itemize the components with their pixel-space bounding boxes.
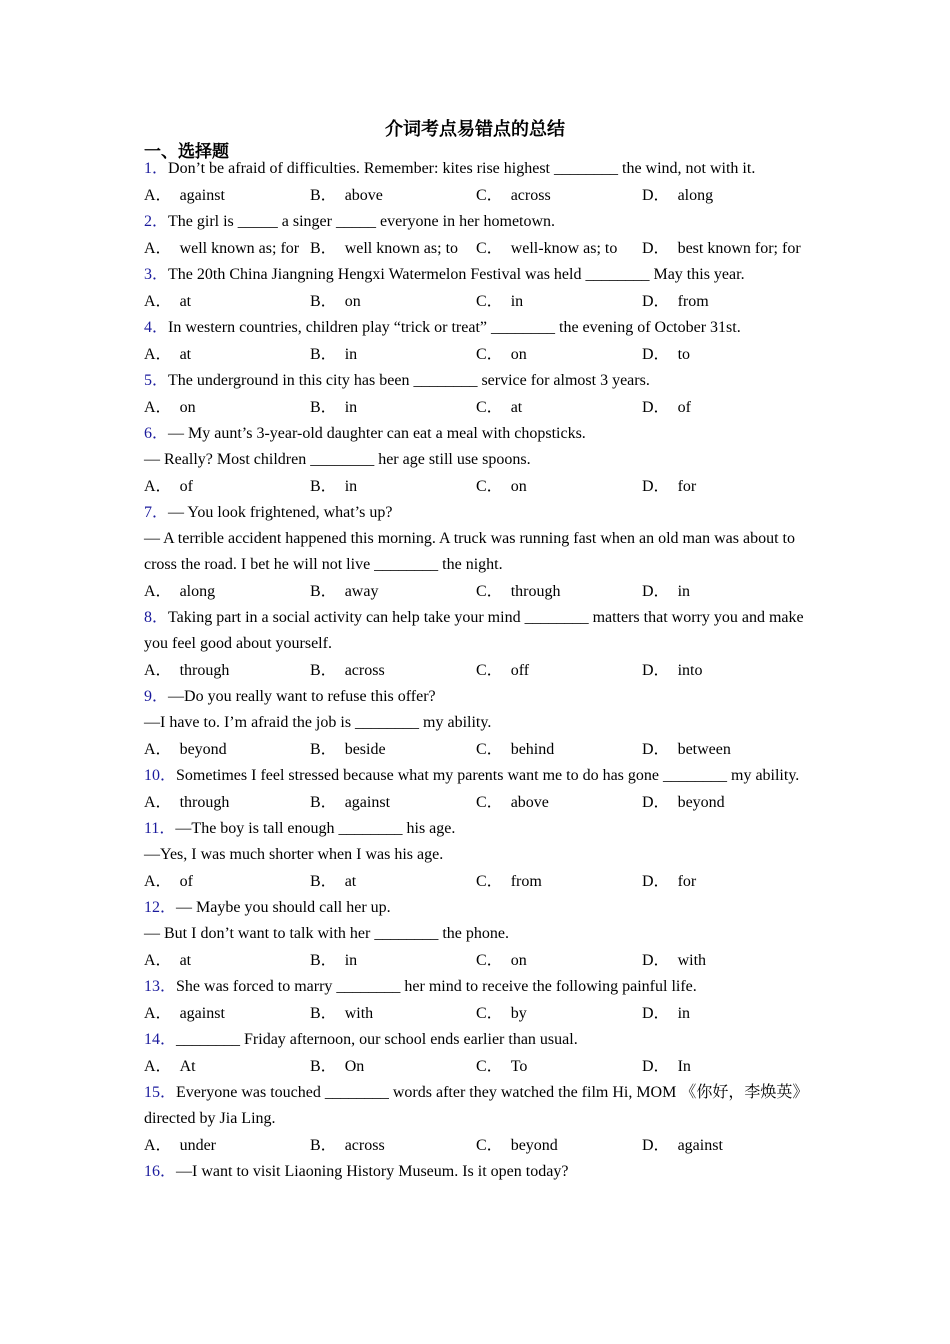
option-text: well known as; to (344, 240, 459, 257)
option-text: from (677, 293, 709, 310)
question-text: — Maybe you should call her up. (176, 899, 391, 916)
option-label: A． (144, 1005, 172, 1022)
option-text: to (677, 346, 691, 363)
option-label: A． (144, 873, 172, 890)
answer-option-d (642, 578, 808, 605)
answer-option-a (144, 1132, 310, 1159)
question-item (144, 500, 814, 605)
option-text: into (677, 662, 703, 679)
answer-option-b (310, 868, 476, 895)
option-label: C． (476, 1137, 503, 1154)
option-label: A． (144, 1137, 172, 1154)
answer-option-c (476, 394, 642, 421)
option-text: To (510, 1058, 528, 1075)
option-label: B． (310, 662, 337, 679)
answer-option-a (144, 473, 310, 500)
answer-options (144, 578, 814, 605)
answer-option-a (144, 182, 310, 209)
question-item (144, 763, 814, 816)
question-stem (144, 816, 814, 842)
option-label: A． (144, 1058, 172, 1075)
question-stem (144, 315, 814, 341)
answer-option-a (144, 789, 310, 816)
option-label: D． (642, 240, 670, 257)
answer-option-a (144, 657, 310, 684)
question-number: 12． (144, 899, 177, 916)
question-item (144, 816, 814, 895)
answer-option-b (310, 288, 476, 315)
answer-option-c (476, 182, 642, 209)
question-stem (144, 368, 814, 394)
question-number: 11． (144, 820, 176, 837)
question-item (144, 1027, 814, 1080)
option-text: in (344, 478, 358, 495)
question-item (144, 1080, 814, 1159)
answer-option-c (476, 1132, 642, 1159)
answer-options (144, 182, 814, 209)
answer-options (144, 736, 814, 763)
answer-option-b (310, 394, 476, 421)
question-text: — My aunt’s 3-year-old daughter can eat a meal with chopsticks. (168, 425, 586, 442)
answer-option-b (310, 736, 476, 763)
option-text: at (510, 399, 523, 416)
option-text: under (179, 1137, 216, 1154)
answer-options (144, 657, 814, 684)
answer-option-a (144, 868, 310, 895)
option-text: well known as; for (179, 240, 300, 257)
option-label: A． (144, 187, 172, 204)
option-label: B． (310, 478, 337, 495)
answer-option-a (144, 288, 310, 315)
question-number: 1． (144, 160, 169, 177)
option-label: C． (476, 873, 503, 890)
option-text: through (179, 662, 230, 679)
option-label: A． (144, 293, 172, 310)
question-list (144, 156, 814, 1185)
answer-option-c (476, 235, 642, 262)
question-item (144, 368, 814, 421)
option-label: C． (476, 293, 503, 310)
option-text: in (677, 583, 691, 600)
option-text: above (510, 794, 549, 811)
option-label: B． (310, 1137, 337, 1154)
option-label: C． (476, 741, 503, 758)
question-number: 6． (144, 425, 169, 442)
answer-option-d (642, 473, 808, 500)
question-number: 14． (144, 1031, 177, 1048)
question-number: 8． (144, 609, 169, 626)
question-text: In western countries, children play “trick or treat” ________ the evening of October 31st. (168, 319, 741, 336)
question-item (144, 262, 814, 315)
option-label: D． (642, 662, 670, 679)
option-text: by (510, 1005, 527, 1022)
question-number: 5． (144, 372, 169, 389)
answer-options (144, 1053, 814, 1080)
option-text: in (677, 1005, 691, 1022)
option-text: across (344, 1137, 385, 1154)
answer-option-d (642, 288, 808, 315)
answer-option-b (310, 578, 476, 605)
answer-option-d (642, 1000, 808, 1027)
option-text: of (677, 399, 691, 416)
question-stem (144, 684, 814, 710)
answer-option-d (642, 341, 808, 368)
question-dialogue-line (144, 842, 814, 868)
option-text: at (179, 293, 192, 310)
option-text: well-know as; to (510, 240, 618, 257)
question-item (144, 209, 814, 262)
option-text: behind (510, 741, 555, 758)
question-stem (144, 895, 814, 921)
answer-option-b (310, 1053, 476, 1080)
answer-options (144, 341, 814, 368)
option-label: D． (642, 1005, 670, 1022)
question-dialogue-line (144, 447, 814, 473)
answer-option-a (144, 947, 310, 974)
option-label: C． (476, 662, 503, 679)
question-text: Sometimes I feel stressed because what my parents want me to do has gone ________ my ability. (176, 767, 800, 784)
question-text: — Really? Most children ________ her age still use spoons. (144, 451, 531, 468)
option-label: B． (310, 873, 337, 890)
answer-option-a (144, 578, 310, 605)
option-text: across (510, 187, 551, 204)
answer-option-b (310, 182, 476, 209)
answer-option-d (642, 947, 808, 974)
question-stem (144, 1159, 814, 1185)
option-label: D． (642, 952, 670, 969)
answer-option-c (476, 1053, 642, 1080)
question-stem (144, 974, 814, 1000)
option-label: C． (476, 952, 503, 969)
option-text: On (344, 1058, 365, 1075)
option-label: B． (310, 346, 337, 363)
option-text: for (677, 478, 697, 495)
answer-options (144, 1000, 814, 1027)
question-number: 2． (144, 213, 169, 230)
option-label: B． (310, 240, 337, 257)
option-text: on (510, 952, 527, 969)
option-label: C． (476, 346, 503, 363)
question-dialogue-line (144, 921, 814, 947)
option-label: D． (642, 873, 670, 890)
option-text: in (344, 952, 358, 969)
question-number: 16． (144, 1163, 177, 1180)
question-text: — A terrible accident happened this morning. A truck was running fast when an old man was about to cross the road. I bet he will not live ________ the night. (144, 530, 795, 573)
answer-option-c (476, 947, 642, 974)
option-text: on (510, 346, 527, 363)
question-text: —The boy is tall enough ________ his age. (175, 820, 456, 837)
question-item (144, 315, 814, 368)
question-text: —I have to. I’m afraid the job is ________ my ability. (144, 714, 492, 731)
answer-options (144, 789, 814, 816)
option-label: C． (476, 187, 503, 204)
option-label: C． (476, 583, 503, 600)
option-label: D． (642, 583, 670, 600)
option-label: D． (642, 293, 670, 310)
option-label: B． (310, 293, 337, 310)
answer-option-c (476, 657, 642, 684)
answer-option-d (642, 1053, 808, 1080)
page-title: 介词考点易错点的总结 (385, 119, 565, 140)
question-stem (144, 1080, 814, 1132)
answer-option-c (476, 736, 642, 763)
option-label: B． (310, 741, 337, 758)
option-label: D． (642, 187, 670, 204)
answer-options (144, 235, 814, 262)
answer-option-a (144, 235, 310, 262)
option-label: C． (476, 1058, 503, 1075)
option-label: B． (310, 1005, 337, 1022)
question-text: —Yes, I was much shorter when I was his age. (144, 846, 444, 863)
question-text: The underground in this city has been ________ service for almost 3 years. (168, 372, 650, 389)
answer-option-a (144, 1053, 310, 1080)
question-item (144, 974, 814, 1027)
option-label: A． (144, 583, 172, 600)
question-number: 4． (144, 319, 169, 336)
answer-option-a (144, 736, 310, 763)
question-stem (144, 209, 814, 235)
option-text: of (179, 873, 193, 890)
option-text: in (510, 293, 524, 310)
answer-option-b (310, 341, 476, 368)
answer-option-d (642, 789, 808, 816)
option-text: beyond (510, 1137, 558, 1154)
option-text: beside (344, 741, 386, 758)
option-text: with (344, 1005, 374, 1022)
answer-options (144, 394, 814, 421)
option-label: C． (476, 478, 503, 495)
question-text: — But I don’t want to talk with her ________ the phone. (144, 925, 509, 942)
question-item (144, 895, 814, 974)
option-text: In (677, 1058, 691, 1075)
question-dialogue-line (144, 526, 814, 578)
question-number: 3． (144, 266, 169, 283)
option-text: At (179, 1058, 196, 1075)
section-heading: 一、选择题 (144, 142, 229, 162)
option-text: at (344, 873, 357, 890)
option-label: D． (642, 399, 670, 416)
option-text: across (344, 662, 385, 679)
option-label: B． (310, 399, 337, 416)
option-text: at (179, 346, 192, 363)
question-stem (144, 500, 814, 526)
answer-option-d (642, 394, 808, 421)
answer-options (144, 473, 814, 500)
question-text: ________ Friday afternoon, our school ends earlier than usual. (176, 1031, 578, 1048)
answer-option-b (310, 473, 476, 500)
option-label: A． (144, 478, 172, 495)
answer-option-b (310, 947, 476, 974)
option-text: best known for; for (677, 240, 801, 257)
answer-option-c (476, 868, 642, 895)
option-text: beyond (179, 741, 227, 758)
option-text: on (344, 293, 361, 310)
option-label: A． (144, 662, 172, 679)
option-text: for (677, 873, 697, 890)
question-text: — You look frightened, what’s up? (168, 504, 393, 521)
question-text: The 20th China Jiangning Hengxi Watermelon Festival was held ________ May this year. (168, 266, 745, 283)
option-label: A． (144, 399, 172, 416)
option-text: against (179, 187, 225, 204)
option-label: A． (144, 346, 172, 363)
question-item (144, 605, 814, 684)
option-text: against (344, 794, 391, 811)
question-item (144, 421, 814, 500)
question-number: 7． (144, 504, 169, 521)
option-label: D． (642, 478, 670, 495)
option-label: B． (310, 952, 337, 969)
answer-option-d (642, 736, 808, 763)
option-text: on (179, 399, 196, 416)
answer-option-a (144, 1000, 310, 1027)
answer-option-d (642, 182, 808, 209)
answer-options (144, 1132, 814, 1159)
question-stem (144, 156, 814, 182)
question-number: 10． (144, 767, 177, 784)
option-text: in (344, 399, 358, 416)
option-text: through (510, 583, 561, 600)
answer-option-b (310, 235, 476, 262)
option-text: from (510, 873, 542, 890)
answer-option-b (310, 1000, 476, 1027)
option-label: C． (476, 794, 503, 811)
answer-option-b (310, 657, 476, 684)
option-label: A． (144, 952, 172, 969)
answer-option-b (310, 1132, 476, 1159)
option-label: A． (144, 794, 172, 811)
option-text: at (179, 952, 192, 969)
option-label: B． (310, 187, 337, 204)
question-stem (144, 262, 814, 288)
question-text: Taking part in a social activity can help take your mind ________ matters that worry you and make you feel good about yourself. (144, 609, 804, 652)
answer-options (144, 868, 814, 895)
question-stem (144, 1027, 814, 1053)
answer-option-d (642, 235, 808, 262)
option-label: D． (642, 1137, 670, 1154)
question-number: 13． (144, 978, 177, 995)
answer-option-c (476, 789, 642, 816)
answer-options (144, 947, 814, 974)
question-text: The girl is _____ a singer _____ everyone in her hometown. (168, 213, 556, 230)
question-text: Everyone was touched ________ words after they watched the film Hi, MOM 《你好，李焕英》directed by Jia Ling. (144, 1084, 809, 1127)
answer-option-c (476, 1000, 642, 1027)
answer-option-c (476, 578, 642, 605)
option-text: on (510, 478, 527, 495)
option-label: C． (476, 240, 503, 257)
option-text: off (510, 662, 530, 679)
question-number: 15． (144, 1084, 177, 1101)
option-text: against (179, 1005, 225, 1022)
option-label: A． (144, 240, 172, 257)
option-text: above (344, 187, 383, 204)
option-text: beyond (677, 794, 725, 811)
question-text: She was forced to marry ________ her mind to receive the following painful life. (176, 978, 697, 995)
option-label: C． (476, 399, 503, 416)
question-text: —Do you really want to refuse this offer? (168, 688, 436, 705)
question-item (144, 684, 814, 763)
question-item (144, 156, 814, 209)
answer-option-b (310, 789, 476, 816)
option-label: D． (642, 794, 670, 811)
option-label: B． (310, 583, 337, 600)
option-label: B． (310, 794, 337, 811)
answer-option-c (476, 288, 642, 315)
option-text: along (677, 187, 714, 204)
option-label: D． (642, 741, 670, 758)
option-label: D． (642, 346, 670, 363)
answer-option-c (476, 473, 642, 500)
option-text: along (179, 583, 216, 600)
question-stem (144, 605, 814, 657)
answer-option-d (642, 868, 808, 895)
answer-options (144, 288, 814, 315)
option-label: D． (642, 1058, 670, 1075)
option-text: with (677, 952, 707, 969)
option-label: A． (144, 741, 172, 758)
answer-option-d (642, 1132, 808, 1159)
question-stem (144, 421, 814, 447)
question-text: Don’t be afraid of difficulties. Remember: kites rise highest ________ the wind, not with it. (168, 160, 756, 177)
option-label: B． (310, 1058, 337, 1075)
option-text: away (344, 583, 379, 600)
answer-option-d (642, 657, 808, 684)
question-item (144, 1159, 814, 1185)
answer-option-a (144, 394, 310, 421)
option-text: against (677, 1137, 723, 1154)
question-stem (144, 763, 814, 789)
option-text: between (677, 741, 731, 758)
option-text: in (344, 346, 358, 363)
answer-option-a (144, 341, 310, 368)
answer-option-c (476, 341, 642, 368)
question-number: 9． (144, 688, 169, 705)
option-label: C． (476, 1005, 503, 1022)
option-text: of (179, 478, 193, 495)
question-dialogue-line (144, 710, 814, 736)
option-text: through (179, 794, 230, 811)
question-text: —I want to visit Liaoning History Museum. Is it open today? (176, 1163, 569, 1180)
